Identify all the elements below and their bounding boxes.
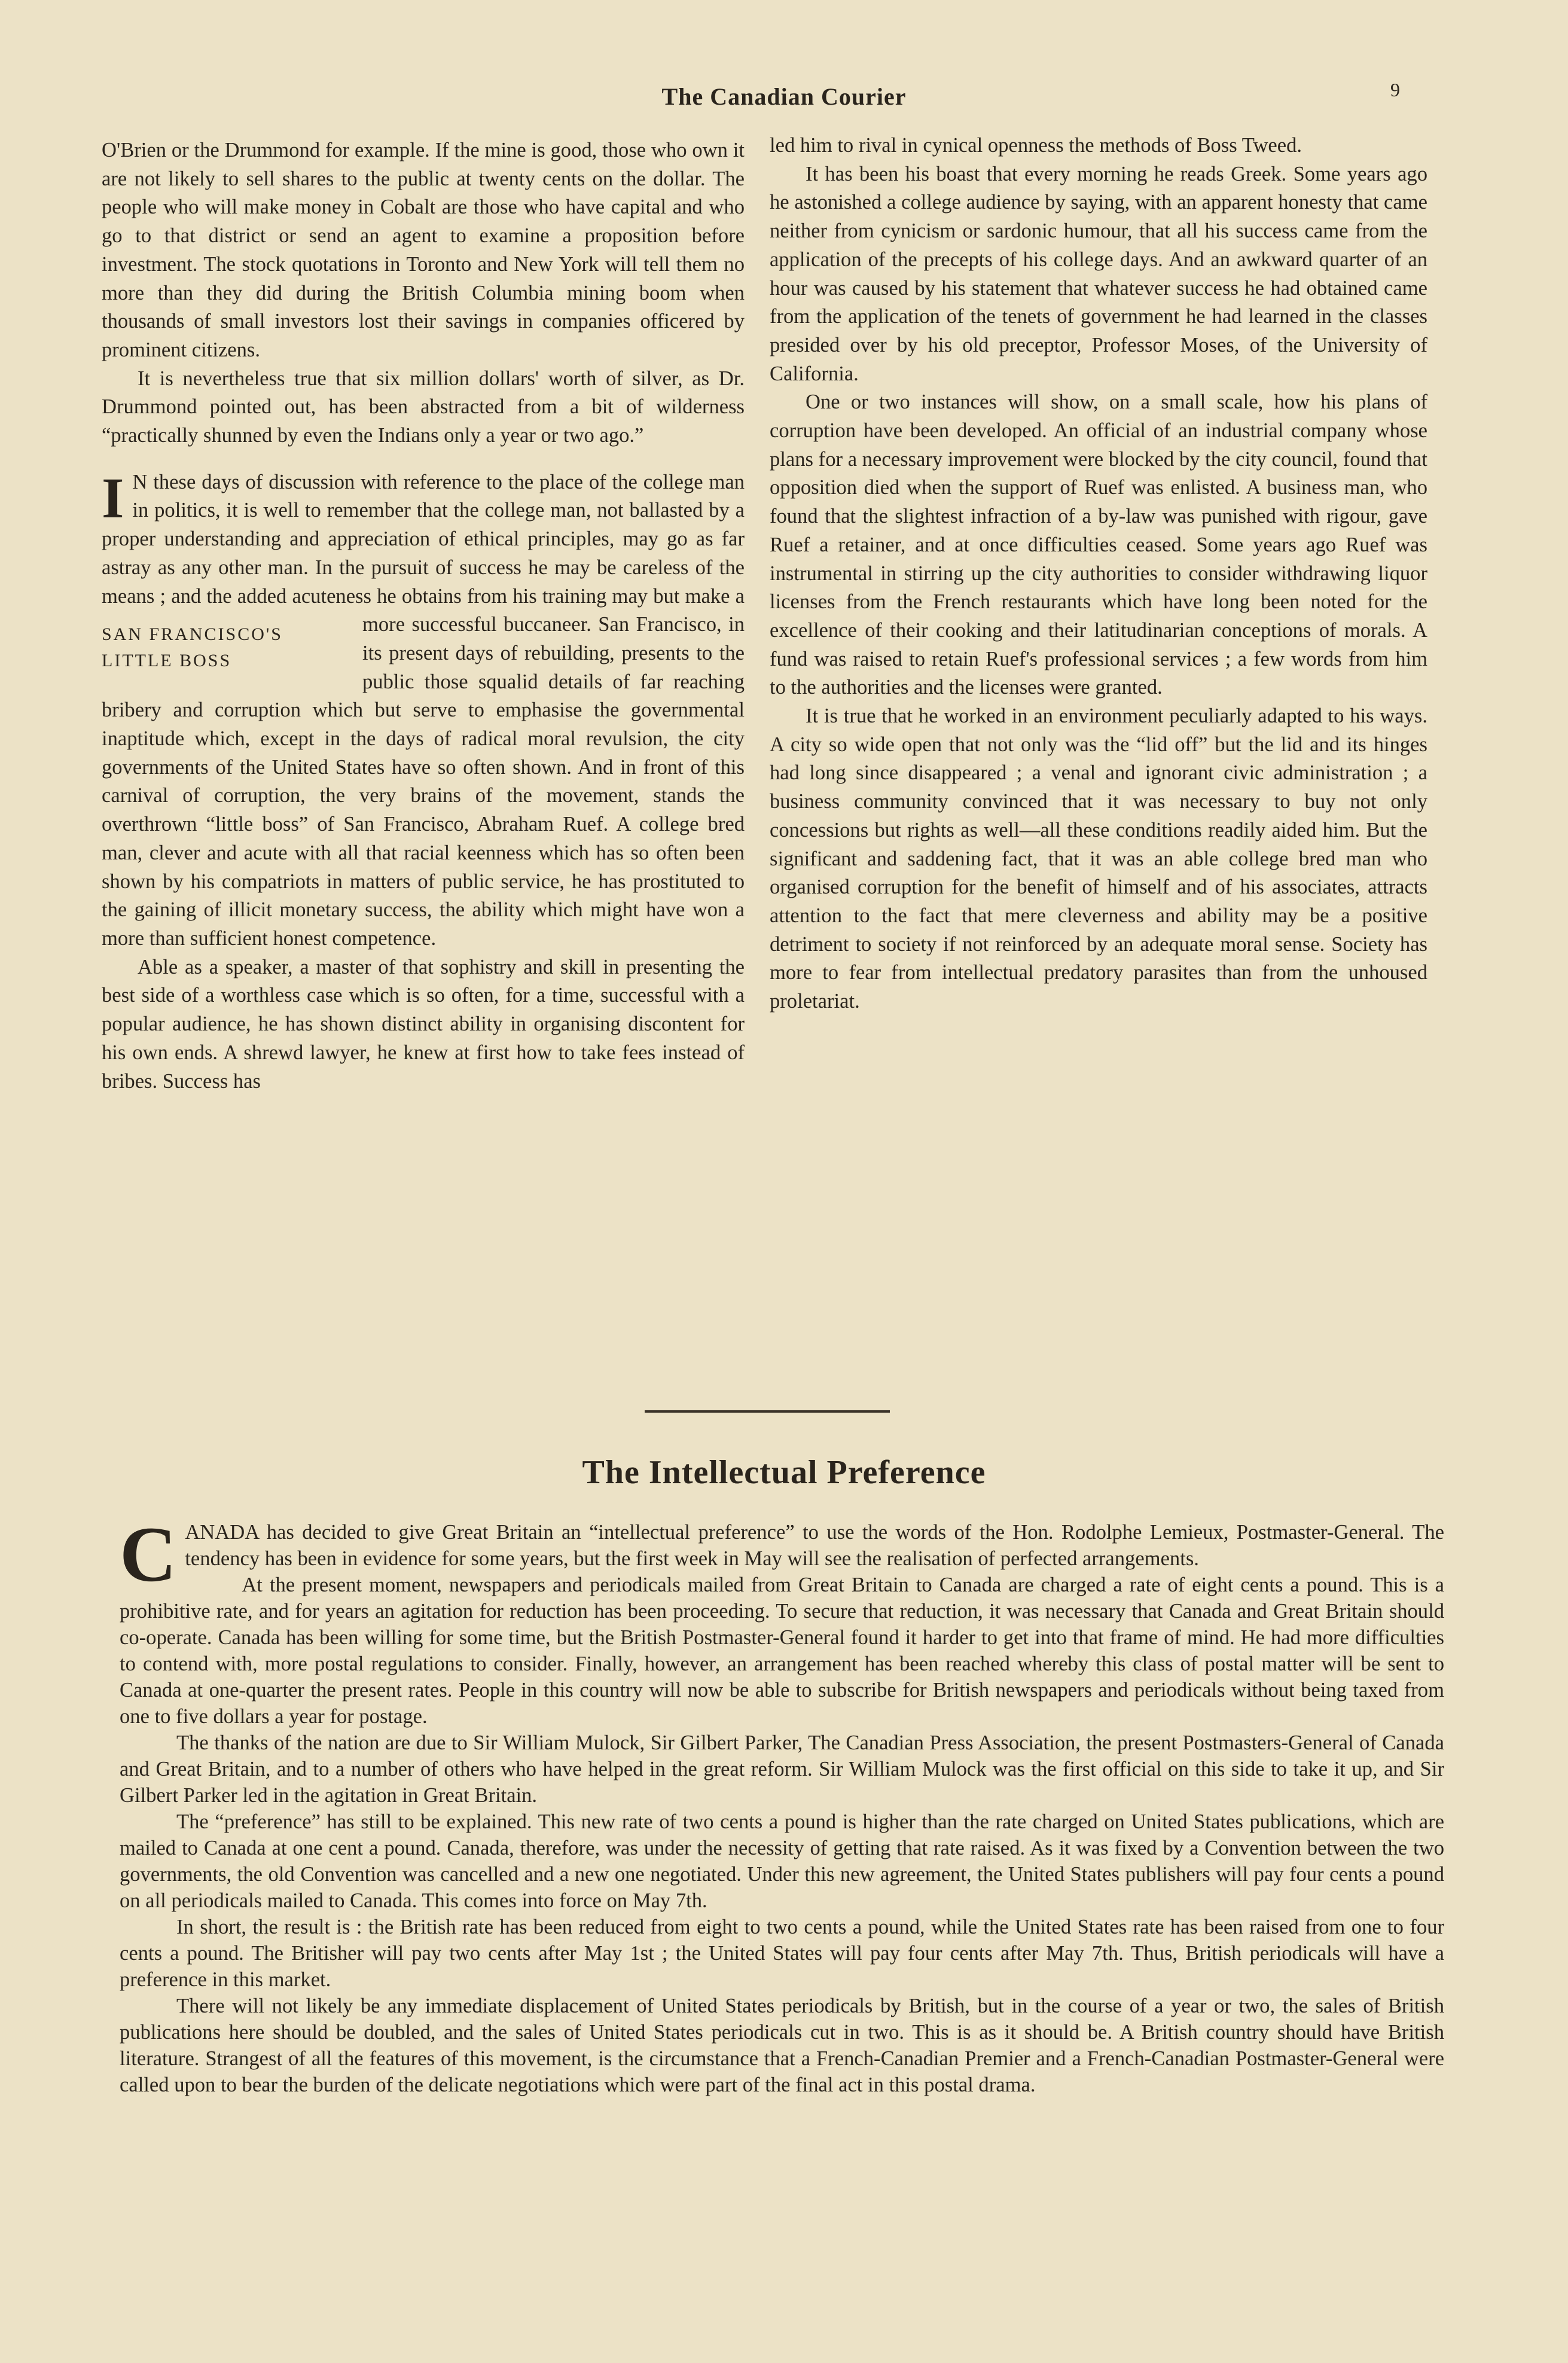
side-head-line-2: LITTLE BOSS: [102, 651, 232, 671]
drop-cap-c: C: [120, 1510, 177, 1598]
article-paragraph-3: The thanks of the nation are due to Sir William Mulock, Sir Gilbert Parker, The Canadian Press Association, the present Postmasters-General of Canada and Great Britain, and to a number of others who have helped in the great reform. Sir William Mulock was the first official on this side to take it up, and Sir Gilbert Parker led in the agitation in Great Britain.: [120, 1731, 1444, 1807]
article-paragraph-4: The “preference” has still to be explained. This new rate of two cents a pound is higher than the rate charged on United States publications, which are mailed to Canada at one cent a pound. Canada, therefore, was under the necessity of getting that rate raised. As it was fixed by a Convention between the two governments, the old Convention was cancelled and a new one negotiated. Under this new agreement, the United States publishers will pay four cents a pound on all periodicals mailed to Canada. This comes into force on May 7th.: [120, 1810, 1444, 1912]
right-paragraph-2: It has been his boast that every morning he reads Greek. Some years ago he astonished a college audience by saying, with an apparent honesty that came neither from cynicism or sardonic humour, that all his success came from the application of the precepts of his college days. And an awkward quarter of an hour was caused by his statement that whatever success he had obtained came from the application of the tenets of government he had learned in the classes presided over by his old preceptor, Professor Moses, of the University of California.: [770, 162, 1427, 385]
left-paragraph-2: It is nevertheless true that six million dollars' worth of silver, as Dr. Drummond pointed out, has been abstracted from a bit of wilderness “practically shunned by even the Indians only a year or two ago.”: [102, 367, 745, 447]
drop-cap-i: I: [102, 465, 124, 530]
page-number: 9: [1390, 79, 1400, 100]
article-paragraph-5: In short, the result is : the British rate has been reduced from eight to two cents a pound, while the United States rate has been raised from one to four cents a pound. The Britisher will pay two cents after May 1st ; the United States will pay four cents after May 7th. Thus, British periodicals will have a preference in this market.: [120, 1916, 1444, 1991]
article-body: [120, 1510, 1444, 2098]
section-divider: [645, 1410, 890, 1413]
left-paragraph-3-rest: San Francisco, in its present days of rebuilding, presents to the public those squalid details of far reaching bribery and corruption which but serve to emphasise the governmental inaptitude which, except in the days of radical moral revulsion, the city governments of the United States have so often shown. And in front of this carnival of corruption, the very brains of the movement, stands the overthrown “little boss” of San Francisco, Abraham Ruef. A college bred man, clever and acute with all that racial keenness which has so often been shown by his compatriots in matters of public service, he has prostituted to the gaining of illicit monetary success, the ability which might have won a more than sufficient honest competence.: [102, 613, 745, 950]
left-column: [102, 136, 745, 1096]
left-paragraph-3-start: N these days of discussion with reference to the place of the college man in politics, it is well to remember that the college man, not ballasted by a proper understanding and appreciation of ethical principles, may go as far astray as any other man. In the pursuit of success he may be careless of the means ; and the added acuteness he obtains from his training may but make a more successful buccaneer.: [102, 470, 745, 636]
article-title: The Intellectual Preference: [582, 1454, 986, 1491]
right-paragraph-4: It is true that he worked in an environment peculiarly adapted to his ways. A city so wide open that not only was the “lid off” but the lid and its hinges had long since disappeared ; a venal and ignorant civic administration ; a business community convinced that it was necessary to buy not only concessions but rights as well—all these conditions readily aided him. But the significant and saddening fact, that it was an able college bred man who organised corruption for the benefit of himself and of his associates, attracts attention to the fact that mere cleverness and ability may be a positive detriment to society if not reinforced by an adequate moral sense. Society has more to fear from intellectual predatory parasites than from the unhoused proletariat.: [770, 705, 1427, 1013]
article-paragraph-1: [120, 1510, 1444, 1598]
article-paragraph-1-text: ANADA has decided to give Great Britain an “intellectual preference” to use the words of the Hon. Rodolphe Lemieux, Postmaster-General. The tendency has been in evidence for some years, but the first week in May will see the realisation of perfected arrangements.: [185, 1521, 1444, 1570]
running-title: The Canadian Courier: [661, 83, 907, 110]
right-paragraph-1: led him to rival in cynical openness the methods of Boss Tweed.: [770, 134, 1302, 157]
side-head-line-1: SAN FRANCISCO'S: [102, 624, 283, 645]
left-paragraph-4: Able as a speaker, a master of that sophistry and skill in presenting the best side of a worthless case which is so often, for a time, successful with a popular audience, he has shown distinct ability in organising discontent for his own ends. A shrewd lawyer, he knew at first how to take fees instead of bribes. Success has: [102, 955, 745, 1093]
article-paragraph-2: At the present moment, newspapers and periodicals mailed from Great Britain to Canada are charged a rate of eight cents a pound. This is a prohibitive rate, and for years an agitation for reduction has been proceeding. To secure that reduction, it was necessary that Canada and Great Britain should co-operate. Canada has been willing for some time, but the British Postmaster-General found it harder to get into that frame of mind. He had more difficulties to contend with, more postal regulations to consider. Finally, however, an arrangement has been reached whereby this class of postal matter will be sent to Canada at one-quarter the present rates. People in this country will now be able to subscribe for British newspapers and periodicals without being taxed from one to five dollars a year for postage.: [120, 1574, 1444, 1728]
right-paragraph-3: One or two instances will show, on a small scale, how his plans of corruption have been developed. An official of an industrial company whose plans for a necessary improvement were blocked by the city council, found that opposition died when the support of Ruef was enlisted. A business man, who found that the slightest infraction of a by-law was punished with rigour, gave Ruef a retainer, and at once difficulties ceased. Some years ago Ruef was instrumental in stirring up the city authorities to consider withdrawing liquor licenses from the French restaurants which have long been noted for the excellence of their cooking and their latitudinarian conceptions of morals. A fund was raised to retain Ruef's professional services ; a few words from him to the authorities and the licenses were granted.: [770, 391, 1427, 699]
right-column: [770, 132, 1427, 1016]
left-paragraph-1: O'Brien or the Drummond for example. If the mine is good, those who own it are not likely to sell shares to the public at twenty cents on the dollar. The people who will make money in Cobalt are those who have capital and who go to that district or send an agent to examine a proposition before investment. The stock quotations in Toronto and New York will tell them no more than they did during the British Columbia mining boom when thousands of small investors lost their savings in companies officered by prominent citizens.: [102, 139, 745, 361]
left-paragraph-3: [102, 465, 745, 953]
article-paragraph-6: There will not likely be any immediate displacement of United States periodicals by British, but in the course of a year or two, the sales of British publications here should be doubled, and the sales of United States periodicals cut in two. This is as it should be. A British country should have British literature. Strangest of all the features of this movement, is the circumstance that a French-Canadian Premier and a French-Canadian Postmaster-General were called upon to bear the burden of the delicate negotiations which were part of the final act in this postal drama.: [120, 1995, 1444, 2096]
side-head: [102, 621, 353, 674]
